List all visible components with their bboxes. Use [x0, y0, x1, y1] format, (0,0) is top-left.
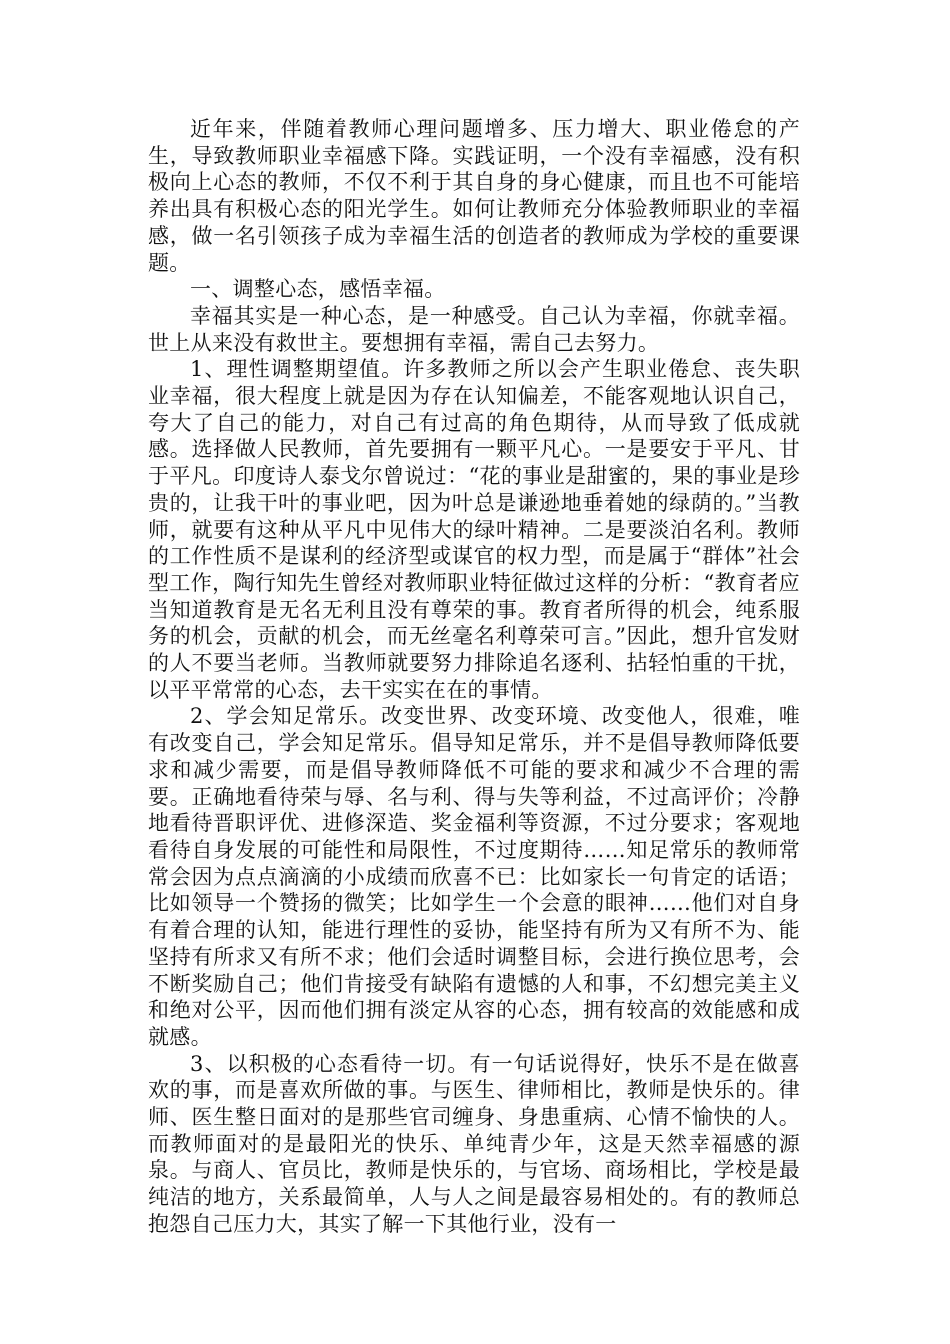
body-paragraph: 2、学会知足常乐。改变世界、改变环境、改变他人，很难，唯有改变自己，学会知足常乐。倡导知足常乐，并不是倡导教师降低要求和减少需要，而是倡导教师降低不可能的要求和减少不合理的需要。正确地看待荣与辱、名与利、得与失等利益，不过高评价；冷静地看待晋职评优、进修深造、奖金福利等资源，不过分要求；客观地看待自身发展的可能性和局限性，不过度期待……知足常乐的教师常常会因为点点滴滴的小成绩而欣喜不已：比如家长一句肯定的话语；比如领导一个赞扬的微笑；比如学生一个会意的眼神……他们对自身有着合理的认知，能进行理性的妥协，能坚持有所为又有所不为、能坚持有所求又有所不求；他们会适时调整目标，会进行换位思考，会不断奖励自己；他们肯接受有缺陷有遗憾的人和事，不幻想完美主义和绝对公平，因而他们拥有淡定从容的心态，拥有较高的效能感和成就感。 — [148, 704, 800, 1049]
body-paragraph: 幸福其实是一种心态，是一种感受。自己认为幸福，你就幸福。世上从来没有救世主。要想拥有幸福，需自己去努力。 — [148, 303, 800, 355]
intro-paragraph: 近年来，伴随着教师心理问题增多、压力增大、职业倦怠的产生，导致教师职业幸福感下降。实践证明，一个没有幸福感，没有积极向上心态的教师，不仅不利于其自身的身心健康，而且也不可能培养出具有积极心态的阳光学生。如何让教师充分体验教师职业的幸福感，做一名引领孩子成为幸福生活的创造者的教师成为学校的重要课题。 — [148, 117, 800, 275]
body-paragraph: 1、理性调整期望值。许多教师之所以会产生职业倦怠、丧失职业幸福，很大程度上就是因为存在认知偏差，不能客观地认识自己，夸大了自己的能力，对自己有过高的角色期待，从而导致了低成就感。选择做人民教师，首先要拥有一颗平凡心。一是要安于平凡、甘于平凡。印度诗人泰戈尔曾说过：“花的事业是甜蜜的，果的事业是珍贵的，让我干叶的事业吧，因为叶总是谦逊地垂着她的绿荫的。”当教师，就要有这种从平凡中见伟大的绿叶精神。二是要淡泊名利。教师的工作性质不是谋利的经济型或谋官的权力型，而是属于“群体”社会型工作，陶行知先生曾经对教师职业特征做过这样的分析：“教育者应当知道教育是无名无利且没有尊荣的事。教育者所得的机会，纯系服务的机会，贡献的机会，而无丝毫名利尊荣可言。”因此，想升官发财的人不要当老师。当教师就要努力排除追名逐利、拈轻怕重的干扰，以平平常常的心态，去干实实在在的事情。 — [148, 357, 800, 702]
section-heading: 一、调整心态，感悟幸福。 — [190, 277, 446, 302]
document-page — [148, 116, 800, 1238]
body-paragraph: 3、以积极的心态看待一切。有一句话说得好，快乐不是在做喜欢的事，而是喜欢所做的事。与医生、律师相比，教师是快乐的。律师、医生整日面对的是那些官司缠身、身患重病、心情不愉快的人。而教师面对的是最阳光的快乐、单纯青少年，这是天然幸福感的源泉。与商人、官员比，教师是快乐的，与官场、商场相比，学校是最纯洁的地方，关系最简单，人与人之间是最容易相处的。有的教师总抱怨自己压力大，其实了解一下其他行业，没有一 — [148, 1051, 800, 1236]
